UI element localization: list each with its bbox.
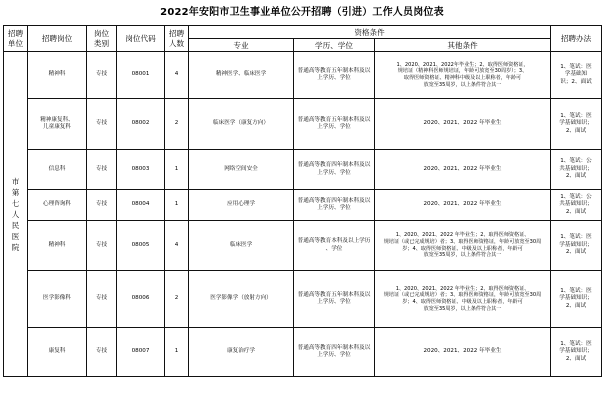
post-cell: 信息科: [28, 150, 87, 190]
education-cell: 普通高等教育四年制本科及以 上学历、学位: [294, 150, 375, 190]
header-unit: 招聘 单位: [4, 26, 28, 52]
code-cell: 08001: [117, 52, 165, 99]
method-cell: 1、笔试：公 共基础知识； 2、面试: [551, 190, 602, 221]
other-cell: 2020、2021、2022 年毕业生: [375, 99, 551, 150]
education-cell: 普通高等教育五年制本科及以 上学历、学位: [294, 271, 375, 328]
method-cell: 1、笔试：医 学基础知识； 2、面试: [551, 328, 602, 377]
post-cell: 医学影像科: [28, 271, 87, 328]
category-cell: 专技: [87, 52, 117, 99]
method-cell: 1、笔试：医 学基础知识； 2、面试: [551, 99, 602, 150]
education-cell: 普通高等教育四年制本科及以 上学历、学位: [294, 328, 375, 377]
other-cell: 1、2020、2021、2022 年毕业生；2、取得医师资格证、 规培证（或已完成规培）者；3、取得医师资格证，年龄可放宽至30周 岁；4、取得医师资格证、中级及以上职称者，年龄可 放宽至35周岁，以上条件符合其一: [375, 271, 551, 328]
other-cell: 1、2020、2021、2022 年毕业生；2、取得医师资格证、 规培证（或已完成规培）者；3、取得医师资格证，年龄可放宽至30周 岁；4、取得医师资格证、中级及以上职称者，年龄可 放宽至35周岁，以上条件符合其一: [375, 221, 551, 271]
post-cell: 精神科: [28, 221, 87, 271]
header-method: 招聘办法: [551, 26, 602, 52]
table-row: [4, 271, 602, 328]
table-row: [4, 150, 602, 190]
category-cell: 专技: [87, 190, 117, 221]
other-cell: 1、2020、2021、2022年毕业生；2、取得医师资格证， 规培证（精神科医师规培证，年龄可放宽至30周岁）；3、 取得医师资格证、精神科中级及以上职称者，年龄可 放宽至35周岁，以上条件符合其一: [375, 52, 551, 99]
count-cell: 4: [165, 52, 189, 99]
major-cell: 应用心理学: [189, 190, 294, 221]
header-category: 岗位 类别: [87, 26, 117, 52]
header-count: 招聘 人数: [165, 26, 189, 52]
category-cell: 专技: [87, 271, 117, 328]
other-cell: 2020、2021、2022 年毕业生: [375, 190, 551, 221]
education-cell: 普通高等教育本科及以上学历 、学位: [294, 221, 375, 271]
unit-name-cell: 市 第 七 人 民 医 院: [4, 52, 28, 377]
education-cell: 普通高等教育五年制本科及以 上学历、学位: [294, 99, 375, 150]
table-row: [4, 328, 602, 377]
header-requirements: 资格条件: [189, 26, 551, 39]
major-cell: 精神医学、临床医学: [189, 52, 294, 99]
major-cell: 临床医学: [189, 221, 294, 271]
header-post: 招聘岗位: [28, 26, 87, 52]
major-cell: 网络空间安全: [189, 150, 294, 190]
header-education: 学历、学位: [294, 39, 375, 52]
post-cell: 康复科: [28, 328, 87, 377]
major-cell: 临床医学（康复方向）: [189, 99, 294, 150]
post-cell: 精神科: [28, 52, 87, 99]
count-cell: 2: [165, 271, 189, 328]
count-cell: 1: [165, 150, 189, 190]
post-cell: 精神康复科、 儿童康复科: [28, 99, 87, 150]
table-row: [4, 99, 602, 150]
code-cell: 08006: [117, 271, 165, 328]
table-row: [4, 52, 602, 99]
method-cell: 1、笔试：医 学基础知识； 2、面试: [551, 271, 602, 328]
category-cell: 专技: [87, 328, 117, 377]
count-cell: 4: [165, 221, 189, 271]
code-cell: 08003: [117, 150, 165, 190]
count-cell: 1: [165, 328, 189, 377]
table-row: [4, 221, 602, 271]
code-cell: 08002: [117, 99, 165, 150]
other-cell: 2020、2021、2022 年毕业生: [375, 150, 551, 190]
header-code: 岗位代码: [117, 26, 165, 52]
table-row: [4, 190, 602, 221]
header-major: 专业: [189, 39, 294, 52]
major-cell: 医学影像学（放射方向）: [189, 271, 294, 328]
post-cell: 心理咨询科: [28, 190, 87, 221]
method-cell: 1、笔试：医 学基础知识； 2、面试: [551, 221, 602, 271]
code-cell: 08007: [117, 328, 165, 377]
category-cell: 专技: [87, 99, 117, 150]
code-cell: 08004: [117, 190, 165, 221]
category-cell: 专技: [87, 150, 117, 190]
count-cell: 1: [165, 190, 189, 221]
education-cell: 普通高等教育四年制本科及以 上学历、学位: [294, 190, 375, 221]
method-cell: 1、笔试：医 学基础知 识；2、面试: [551, 52, 602, 99]
other-cell: 2020、2021、2022 年毕业生: [375, 328, 551, 377]
code-cell: 08005: [117, 221, 165, 271]
count-cell: 2: [165, 99, 189, 150]
header-other: 其他条件: [375, 39, 551, 52]
education-cell: 普通高等教育五年制本科及以 上学历、学位: [294, 52, 375, 99]
method-cell: 1、笔试：公 共基础知识； 2、面试: [551, 150, 602, 190]
document-title: 2022年安阳市卫生事业单位公开招聘（引进）工作人员岗位表: [160, 7, 444, 18]
major-cell: 康复治疗学: [189, 328, 294, 377]
category-cell: 专技: [87, 221, 117, 271]
positions-table: [3, 25, 602, 377]
